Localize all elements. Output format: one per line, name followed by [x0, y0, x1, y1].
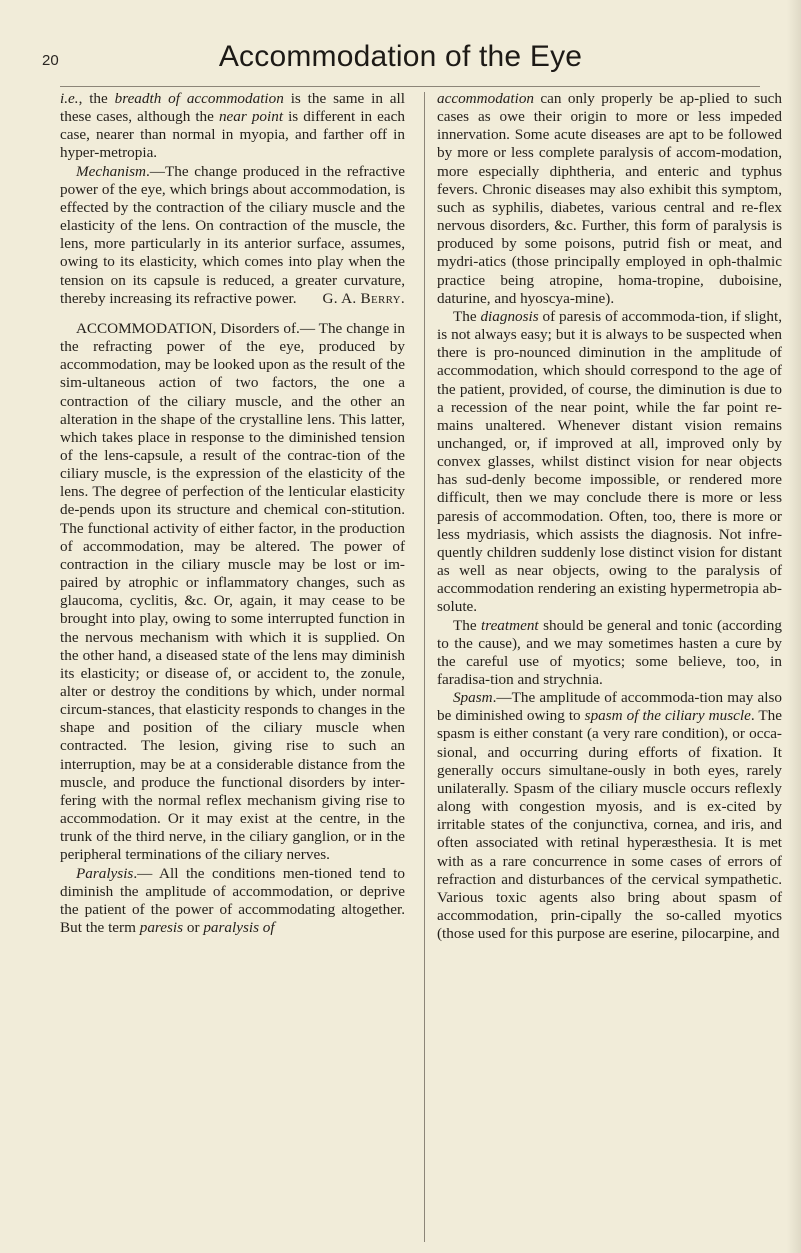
- entry-heading: ACCOMMODATION, Disorders of: [75, 319, 297, 337]
- paragraph-paralysis: [60, 865, 405, 938]
- text-run: .—The amplitude of accommoda-tion may also be diminished owing to: [437, 689, 782, 725]
- text-run: . The spasm is either constant (a very rare condition), or occa-sional, and occurring during efforts of fixation. It generally occurs simultane-ously in both eyes, rarely unilaterally. Spasm of the ciliary muscle occurs reflexly along with congestion myosis, and is ex-cited by irritable states of the conjunctiva, cornea, and iris, and often associated with retinal hyperæsthesia. It is met with as a rare concurrence in some cases of errors of refraction and disturbances of the cervical sympathetic. Various toxic agents also bring about spasm of accommodation, prin-cipally the so-called myotics (those used for this purpose are eserine, pilocarpine, and: [437, 707, 783, 943]
- italic-text: breadth of accommodation: [114, 90, 284, 107]
- text-run: The: [452, 307, 481, 325]
- text-run: .— All the conditions men-tioned tend to diminish the amplitude of accommodation, or deprive the patient of the power of accommodating altogether. But the term: [60, 864, 405, 937]
- subheading-paralysis: Paralysis: [75, 864, 134, 882]
- author-signature: G. A. Berry.: [322, 289, 405, 307]
- page-edge-shadow: [787, 0, 801, 1253]
- paragraph-continuation: [437, 90, 782, 308]
- page-number: 20: [42, 52, 59, 69]
- text-run: is the same in all these cases, although the: [60, 90, 405, 126]
- paragraph-spasm: [437, 689, 782, 943]
- text-run: .— The change in the refracting power of the eye, produced by accommodation, may be looked upon as the result of the sim-ultaneous action of two factors, the one a contraction of the ciliary muscle, and the other an alteration in the shape of the crystalline lens. This latter, which takes place in response to the diminished tension of the lens-capsule, a result of the contrac-tion of the ciliary muscle, is the expression of the elasticity of the lens. The degree of perfection of the lenticular elasticity de-pends upon its structure and chemical con-stitution. The functional activity of either factor, in the production of accommodation, may be altered. The power of contraction in the ciliary muscle may be lost or im-paired by atrophic or inflammatory changes, such as glaucoma, cyclitis, &c. Or, again, it may cease to be brought into play, owing to some interrupted function in the nervous mechanism with which it is supplied. On the other hand, a diseased state of the lens may diminish its elasticity; or disease of, or accident to, the zonule, alter or destroy the conditions by which, under normal circum-stances, that elasticity responds to changes in the shape and position of the ciliary muscle when contracted. The lesion, giving rise to such an interruption, may be at a considerable distance from the muscle, and produce the functional disorders by inter-fering with the normal reflex mechanism giving rise to accommodation. Or it may exist at the centre, in the trunk of the third nerve, in the ciliary ganglion, or in the peripheral terminations of the ciliary nerves.: [60, 319, 405, 864]
- paragraph-treatment: [437, 617, 782, 690]
- text-run: or: [183, 919, 204, 937]
- paragraph-mechanism: [60, 163, 405, 308]
- italic-text: diagnosis: [480, 307, 539, 325]
- text-run: .—The change produced in the refractive power of the eye, which brings about accommodation, is effected by the contraction of the ciliary muscle and the elasticity of the lens. On contraction of the muscle, the lens, more particularly in its anterior surface, assumes, owing to its elasticity, which comes into play when the tension on its capsule is reduced, a greater curvature, thereby increasing its refractive power.: [60, 162, 405, 307]
- subheading-spasm: Spasm: [452, 689, 493, 707]
- text-run: can only properly be ap-plied to such cases as owe their origin to more or less impeded innervation. Some acute diseases are apt to be followed by more or less complete paralysis of accom-modation, more especially diphtheria, and enteric and typhus fevers. Chronic diseases may also exhibit this symptom, such as syphilis, diabetes, various central and re-flex nervous disorders, &c. Further, this form of paralysis is produced by some poisons, putrid fish or meat, and mydri-atics (those principally employed in oph-thalmic practice being atropine, homa-tropine, duboisine, daturine, and hyoscya-mine).: [437, 90, 782, 307]
- column-divider: [424, 92, 425, 1242]
- text-run: , the: [78, 90, 115, 107]
- italic-text: paresis: [139, 919, 184, 937]
- subheading-mechanism: Mechanism: [75, 162, 146, 180]
- paragraph-breadth: [60, 90, 405, 163]
- text-run: of paresis of accommoda-tion, if slight, is not always easy; but it is always to be suspected when there is pro-nounced diminution in the amplitude of accommodation, which should correspond to the age of the patient, provided, of course, the diminution is due to a recession of the near point, while the far point re-mains unaltered. Whenever distant vision remains unchanged, or, if improved at all, improved only by convex glasses, whilst distinct vision for near objects has sud-denly become impossible, or rendered more difficult, then we may conclude there is more or less paresis of accommodation. Often, too, there is more or less mydriasis, which assists the diagnosis. Not infre-quently children suddenly lose distinct vision for distant as well as near objects, owing to the paralysis of accommodation rendering an existing hypermetropia ab-solute.: [437, 307, 782, 616]
- header-rule: [60, 86, 760, 87]
- italic-text: paralysis of: [203, 919, 275, 937]
- left-column: [60, 90, 405, 937]
- italic-text: spasm of the ciliary muscle: [584, 707, 751, 725]
- italic-text: near point: [218, 108, 284, 126]
- text-run: The: [452, 616, 481, 634]
- text-run: should be general and tonic (according to the cause), and we may sometimes hasten a cure by the careful use of myotics; some believe, too, in faradisa-tion and strychnia.: [437, 616, 782, 688]
- text-run: is different in each case, nearer than normal in myopia, and farther off in hyper-metropia.: [60, 108, 405, 162]
- italic-text: treatment: [481, 616, 539, 634]
- page-header: [0, 40, 801, 80]
- paragraph-disorders: [60, 320, 405, 865]
- running-title: Accommodation of the Eye: [218, 40, 583, 73]
- right-column: [437, 90, 782, 943]
- italic-text: i.e.: [60, 90, 79, 107]
- paragraph-diagnosis: [437, 308, 782, 617]
- italic-text: accommodation: [437, 90, 535, 107]
